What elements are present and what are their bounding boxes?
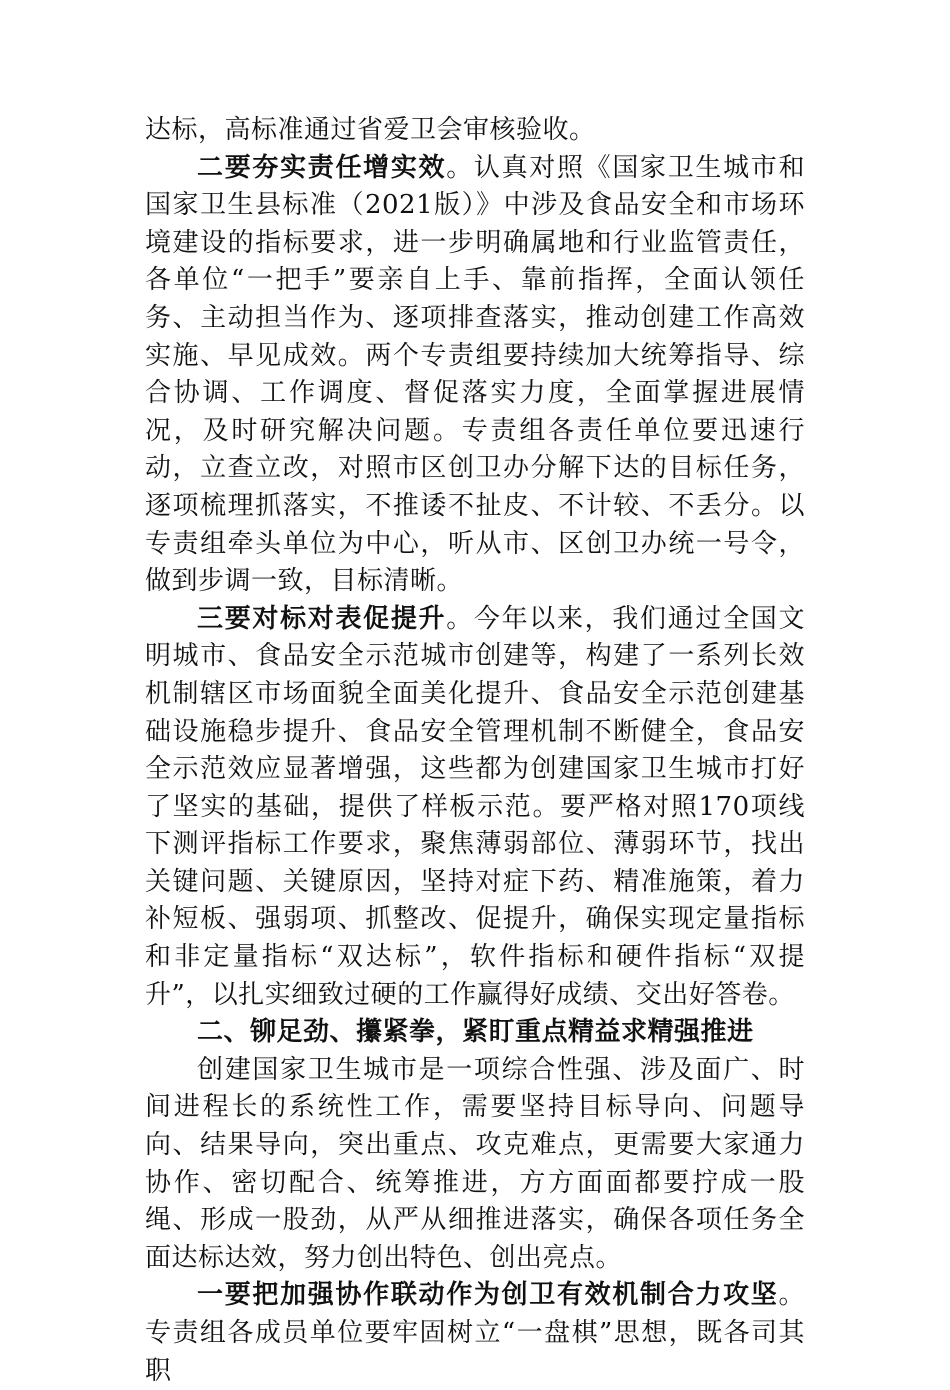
document-page bbox=[145, 112, 805, 1390]
paragraph-continuation bbox=[145, 112, 805, 150]
paragraph-collaboration bbox=[145, 1277, 805, 1390]
paragraph-lead-bold: 三要对标对表促提升 bbox=[197, 603, 447, 634]
paragraph-lead-bold: 二要夯实责任增实效 bbox=[197, 152, 447, 183]
paragraph-text: 。今年以来，我们通过全国文明城市、食品安全示范城市创建等，构建了一系列长效机制辖区市场面貌全面美化提升、食品安全示范创建基础设施稳步提升、食品安全管理机制不断健全，食品安全示范效应显著增强，这些都为创建国家卫生城市打好了坚实的基础，提供了样板示范。要严格对照170项线下测评指标工作要求，聚焦薄弱部位、薄弱环节，找出关键问题、关键原因，坚持对症下药、精准施策，着力补短板、强弱项、抓整改、促提升，确保实现定量指标和非定量指标“双达标”，软件指标和硬件指标“双提升”，以扎实细致过硬的工作赢得好成绩、交出好答卷。 bbox=[145, 603, 805, 1010]
paragraph-text: 达标，高标准通过省爱卫会审核验收。 bbox=[145, 115, 596, 145]
paragraph-responsibility bbox=[145, 150, 805, 601]
paragraph-section-intro bbox=[145, 1052, 805, 1278]
paragraph-text: 。认真对照《国家卫生城市和国家卫生县标准（2021版）》中涉及食品安全和市场环境建设的指标要求，进一步明确属地和行业监管责任，各单位“一把手”要亲自上手、靠前指挥，全面认领任务、主动担当作为、逐项排查落实，推动创建工作高效实施、早见成效。两个专责组要持续加大统筹指导、综合协调、工作调度、督促落实力度，全面掌握进展情况，及时研究解决问题。专责组各责任单位要迅速行动，立查立改，对照市区创卫办分解下达的目标任务，逐项梳理抓落实，不推诿不扯皮、不计较、不丢分。以专责组牵头单位为中心，听从市、区创卫办统一号令，做到步调一致，目标清晰。 bbox=[145, 152, 805, 597]
paragraph-benchmark bbox=[145, 601, 805, 1015]
paragraph-text: 创建国家卫生城市是一项综合性强、涉及面广、时间进程长的系统性工作，需要坚持目标导向、问题导向、结果导向，突出重点、攻克难点，更需要大家通力协作、密切配合、统筹推进，方方面面都要拧成一股绳、形成一股劲，从严从细推进落实，确保各项任务全面达标达效，努力创出特色、创出亮点。 bbox=[145, 1054, 805, 1273]
section-heading: 二、铆足劲、攥紧拳，紧盯重点精益求精强推进 bbox=[197, 1017, 754, 1048]
paragraph-text: 。专责组各成员单位要牢固树立“一盘棋”思想，既各司其职 bbox=[145, 1280, 805, 1386]
paragraph-lead-bold: 一要把加强协作联动作为创卫有效机制合力攻坚 bbox=[197, 1280, 779, 1311]
